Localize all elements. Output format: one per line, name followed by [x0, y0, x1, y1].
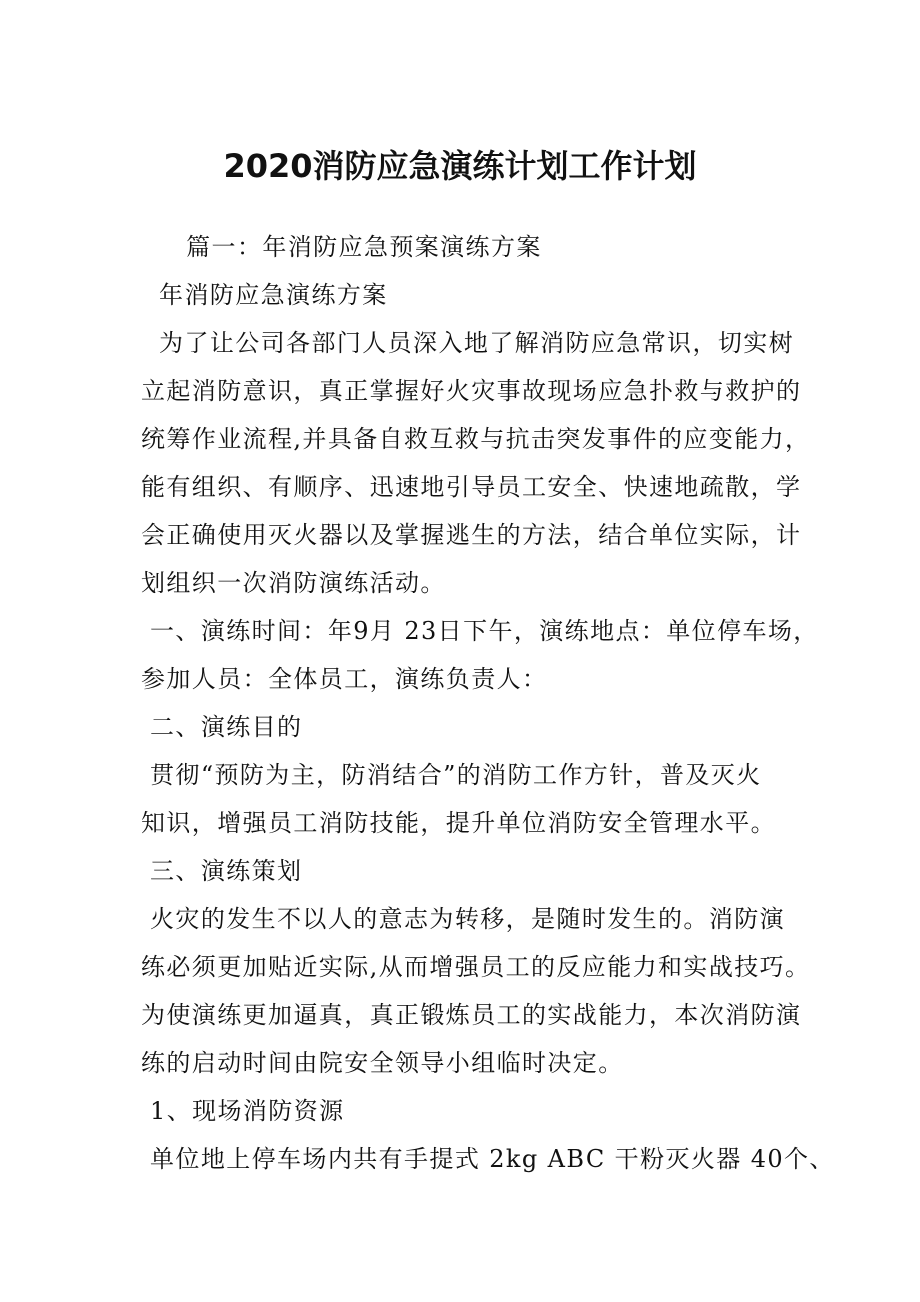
- paragraph-line: 一、演练时间：年9月 23日下午，演练地点：单位停车场，: [141, 617, 819, 645]
- paragraph-line: 单位地上停车场内共有手提式 2kg ABC 干粉灭火器 40个、: [141, 1145, 835, 1173]
- paragraph-line: 立起消防意识，真正掌握好火灾事故现场应急扑救与救护的: [141, 377, 802, 405]
- paragraph-line: 会正确使用灭火器以及掌握逃生的方法，结合单位实际，计: [141, 521, 802, 549]
- section-heading-part-one: 篇一：年消防应急预案演练方案: [141, 233, 542, 261]
- paragraph-line: 练必须更加贴近实际,从而增强员工的反应能力和实战技巧。: [141, 953, 811, 981]
- paragraph-line: 贯彻“预防为主，防消结合”的消防工作方针，普及灭火: [141, 761, 762, 789]
- paragraph-line: 练的启动时间由院安全领导小组临时决定。: [141, 1049, 624, 1077]
- subtitle-plan: 年消防应急演练方案: [141, 281, 388, 309]
- paragraph-line: 统筹作业流程,并具备自救互救与抗击突发事件的应变能力，: [141, 425, 811, 453]
- paragraph-line: 能有组织、有顺序、迅速地引导员工安全、快速地疏散，学: [141, 473, 802, 501]
- document-title: 2020消防应急演练计划工作计划: [223, 147, 697, 185]
- paragraph-line: 参加人员：全体员工，演练负责人：: [141, 665, 548, 693]
- section-heading: 二、演练目的: [141, 713, 303, 741]
- paragraph-line: 火灾的发生不以人的意志为转移，是随时发生的。消防演: [141, 905, 786, 933]
- paragraph-line: 划组织一次消防演练活动。: [141, 569, 446, 597]
- paragraph-line: 知识，增强员工消防技能，提升单位消防安全管理水平。: [141, 809, 776, 837]
- section-heading: 1、现场消防资源: [141, 1097, 345, 1125]
- paragraph-line: 为使演练更加逼真，真正锻炼员工的实战能力，本次消防演: [141, 1001, 802, 1029]
- paragraph-line: 为了让公司各部门人员深入地了解消防应急常识，切实树: [141, 329, 795, 357]
- section-heading: 三、演练策划: [141, 857, 303, 885]
